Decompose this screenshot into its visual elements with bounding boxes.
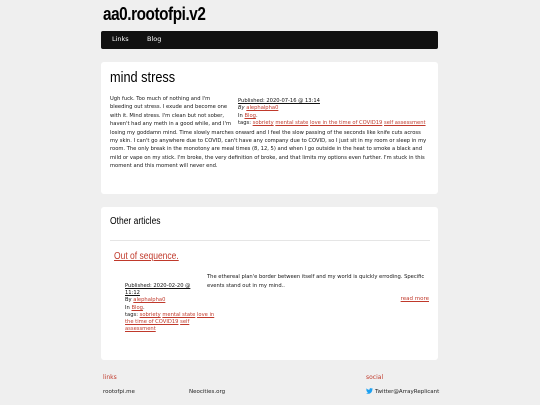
- nav-link-links[interactable]: Links: [112, 35, 129, 43]
- post-tags-row: [125, 312, 221, 334]
- post-published-time: 11:12: [125, 290, 140, 297]
- in-prefix: In: [125, 304, 130, 311]
- tag-link[interactable]: sobriety: [252, 119, 274, 126]
- in-prefix: In: [238, 112, 243, 119]
- footer-link-neocities[interactable]: Neocities.org: [189, 389, 226, 395]
- tags-label: tags:: [125, 311, 138, 318]
- article-title: mind stress: [110, 69, 176, 86]
- footer-links-heading: links: [103, 374, 117, 381]
- tag-link[interactable]: love in the time of COVID19: [309, 119, 383, 126]
- tags-label: tags:: [238, 119, 251, 126]
- post-author-link[interactable]: alephalpha0: [133, 297, 166, 304]
- post-meta: [125, 283, 221, 333]
- top-navbar: [101, 31, 438, 49]
- by-prefix: By: [238, 105, 245, 112]
- other-articles-card: [101, 207, 438, 360]
- footer-link-twitter[interactable]: Twitter@ArrayReplicant: [375, 389, 440, 395]
- nav-link-blog[interactable]: Blog: [147, 35, 162, 43]
- tag-link[interactable]: sobriety: [139, 311, 161, 318]
- by-prefix: By: [125, 297, 132, 304]
- post-published-date: Published: 2020-02-20 @: [125, 283, 191, 289]
- other-articles-heading: Other articles: [110, 216, 161, 227]
- footer-link-rootofpi[interactable]: rootofpi.me: [103, 389, 135, 395]
- category-suffix: .: [255, 112, 258, 119]
- article-card: [101, 62, 438, 194]
- read-more-link[interactable]: read more: [400, 296, 429, 302]
- tags-row: [238, 120, 430, 127]
- footer-social-heading: social: [366, 374, 384, 381]
- twitter-icon: [366, 388, 373, 394]
- category-link[interactable]: Blog: [244, 112, 256, 119]
- category-suffix: .: [142, 304, 145, 311]
- post-title-link[interactable]: Out of sequence.: [114, 251, 179, 262]
- published-date: Published: 2020-07-16 @ 13:14: [238, 98, 320, 104]
- tag-link[interactable]: mental state: [162, 311, 196, 318]
- site-title[interactable]: aa0.rootofpi.v2: [103, 4, 206, 24]
- tag-link[interactable]: self assessment: [384, 119, 426, 126]
- tag-link[interactable]: self assessment: [125, 319, 190, 333]
- article-meta: [238, 98, 430, 127]
- tag-link[interactable]: love in the time of COVID19: [125, 311, 215, 326]
- article-body: Ugh fuck. Too much of nothing and I'm bleeding out stress. I exude and become one with it. Mind stress. I'm clean but not sober, haven't had any meth in a good while, and I'm losing my goddamn mind. Time slowly marches onward and I feel the slow passing of the seconds like knife cuts across my skin. I can't go anywhere due to COVID, can't have any company due to COVID, so I just sit in my room or sleep in my room. The only break in the monotony are meal times (8, 12, 5) and when I go outside in the heat to smoke a black and mild or vape on my stick. I'm broke, the very definition of broke, and that limits my options even further. I'm stuck in this moment and this moment will never end.: [110, 96, 427, 170]
- post-excerpt: The ethereal plan'e border between itself and my world is quickly erroding. Specific events stand out in my mind..: [207, 274, 425, 289]
- post-category-link[interactable]: Blog: [131, 304, 143, 311]
- divider: [110, 240, 430, 241]
- author-link[interactable]: alephalpha0: [246, 105, 279, 112]
- tag-link[interactable]: mental state: [275, 119, 309, 126]
- article-body-container: [110, 95, 430, 171]
